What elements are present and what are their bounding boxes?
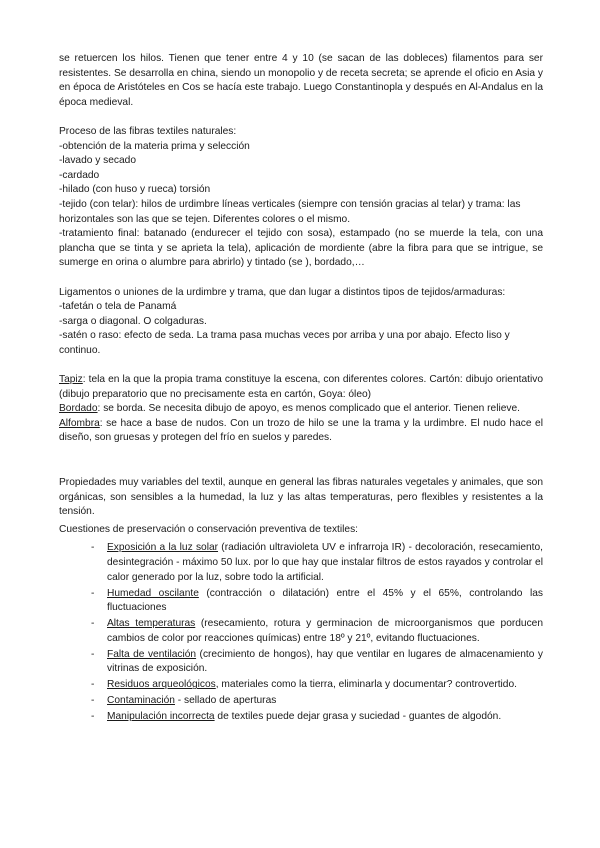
proceso-item: -lavado y secado <box>59 155 137 167</box>
document-body <box>59 52 543 726</box>
ligamentos-item: -sarga o diagonal. O colgaduras. <box>59 315 207 327</box>
list-item: - Manipulación incorrecta de textiles puede dejar grasa y suciedad - guantes de algodón. <box>107 710 543 725</box>
term-alfombra: Alfombra <box>59 417 100 429</box>
proceso-item: -hilado (con huso y rueca) torsión <box>59 184 211 196</box>
list-item: - Falta de ventilación (crecimiento de hongos), hay que ventilar en lugares de almacenamiento y vitrinas de exposición. <box>91 648 543 675</box>
ligamentos-heading: Ligamentos o uniones de la urdimbre y trama, que dan lugar a distintos tipos de tejidos/armaduras: <box>59 286 506 298</box>
proceso-item: -obtención de la materia prima y selección <box>59 140 250 152</box>
bullet-dash: - <box>91 711 95 723</box>
proceso-heading: Proceso de las fibras textiles naturales: <box>59 125 237 137</box>
bullet-dash: - <box>91 648 95 660</box>
bullet-dash: - <box>91 618 95 630</box>
term-tapiz: Tapiz <box>59 374 83 386</box>
bullet-dash: - <box>91 695 95 707</box>
cuestiones-list <box>59 541 543 724</box>
list-item: - Residuos arqueológicos, materiales como la tierra, eliminarla y documentar? controvertido. <box>107 678 543 693</box>
tipo-tapiz: Tapiz: tela en la que la propia trama constituye la escena, con diferentes colores. Cartón: dibujo orientativo (dibujo preparatorio que no precisamente esta en cartón, Goya: óleo) <box>59 374 543 400</box>
list-item: - Exposición a la luz solar (radiación ultravioleta UV e infrarroja IR) - decoloración, resecamiento, desintegración - máximo 50 lux. por lo que hay que instalar filtros de estos rayados y controlar el calor generado por la luz, sobre todo la artificial. <box>91 542 543 583</box>
bullet-dash: - <box>91 587 95 599</box>
proceso-item: -tratamiento final: batanado (endurecer el tejido con sosa), estampado (no se muerde la tela, con una plancha que se tinta y se aprieta la tela), aplicación de mordiente (abre la fibra para que se intrigue, se sumerge en orina o alumbre para abrirlo) y tintado (se ), bordado,… <box>59 228 543 269</box>
intro-paragraph: se retuercen los hilos. Tienen que tener entre 4 y 10 (se sacan de las dobleces) filamentos para ser resistentes. Se desarrolla en china, siendo un monopolio y de receta secreta; se aprende el oficio en Asia y en época de Aristóteles en Cos se hacía este trabajo. Luego Constantinopla y después en Al-Andalus en la época medieval. <box>59 53 543 108</box>
tipo-alfombra: Alfombra: se hace a base de nudos. Con un trozo de hilo se une la trama y la urdimbre. El nudo hace el diseño, son gruesas y protegen del frío en suelos y paredes. <box>59 417 543 444</box>
term-bordado: Bordado <box>59 403 98 415</box>
tipo-bordado: Bordado: se borda. Se necesita dibujo de apoyo, es menos complicado que el anterior. Tienen relieve. <box>59 403 521 415</box>
ligamentos-item: -tafetán o tela de Panamá <box>59 301 177 313</box>
bullet-dash: - <box>91 679 95 691</box>
bullet-dash: - <box>91 542 95 554</box>
cuestiones-heading: Cuestiones de preservación o conservación preventiva de textiles: <box>59 523 358 535</box>
ligamentos-item: -satén o raso: efecto de seda. La trama pasa muchas veces por arriba y una por abajo. Efecto liso y continuo. <box>59 330 510 356</box>
list-item: - Humedad oscilante (contracción o dilatación) entre el 45% y el 65%, controlando las fluctuaciones <box>91 587 543 614</box>
proceso-item: -cardado <box>59 169 100 181</box>
propiedades-paragraph: Propiedades muy variables del textil, aunque en general las fibras naturales vegetales y animales, que son orgánicas, son sensibles a la humedad, la luz y las altas temperaturas, pero flexibles y resistentes a la tensión. <box>59 477 543 518</box>
list-item: - Contaminación - sellado de aperturas <box>107 694 543 709</box>
list-item: - Altas temperaturas (resecamiento, rotura y germinacion de microorganismos que porducen cambios de color por reacciones químicas) entre 18º y 21º, evitando fluctuaciones. <box>91 618 544 644</box>
proceso-item: -tejido (con telar): hilos de urdimbre líneas verticales (siempre con tensión gracias al telar) y trama: las horizontales son las que se tejen. Diferentes colores o el mismo. <box>59 198 521 225</box>
